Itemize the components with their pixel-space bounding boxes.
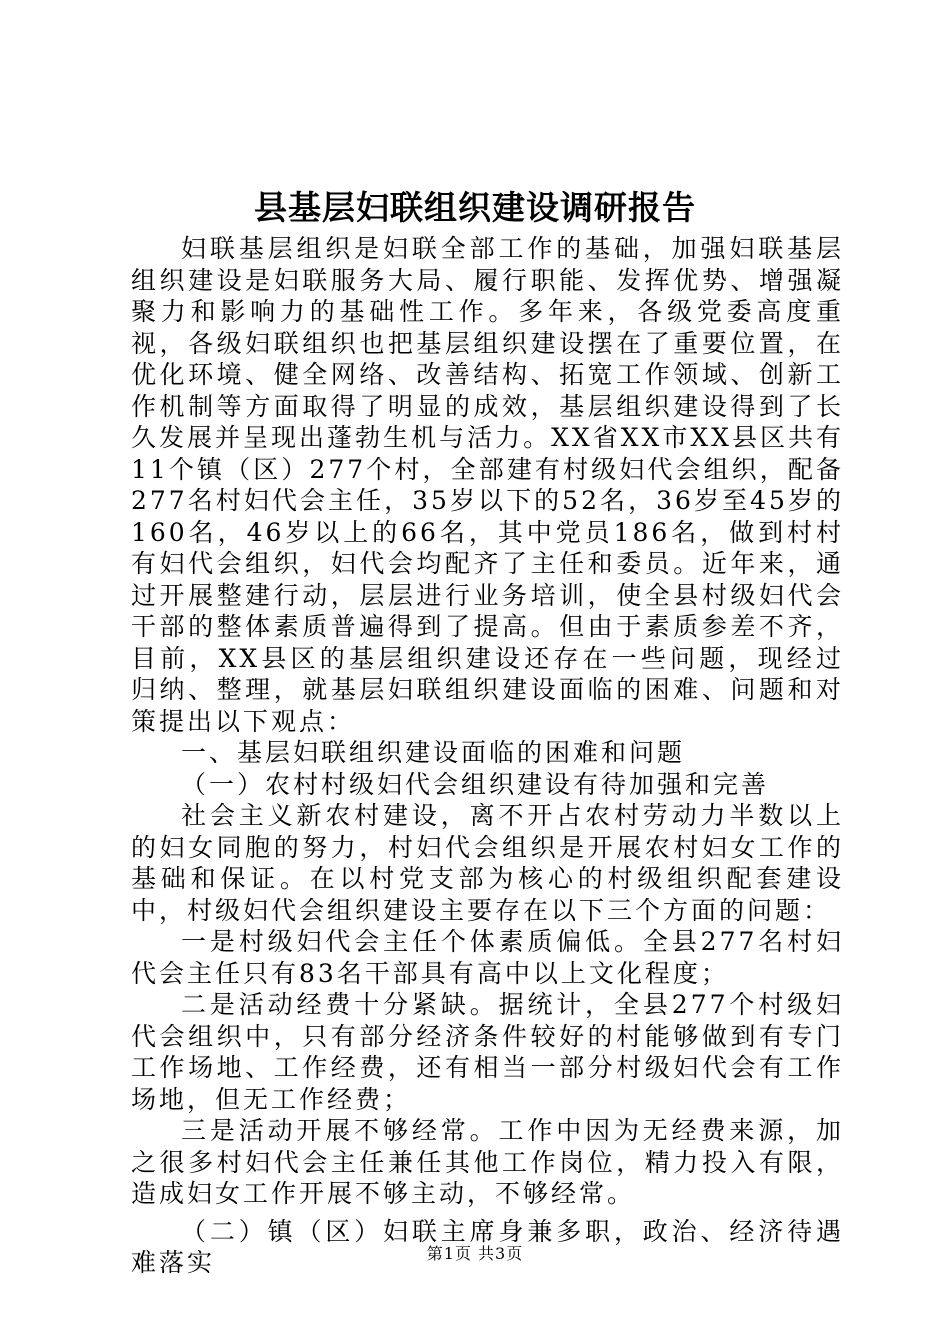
paragraph-village-organization: 社会主义新农村建设，离不开占农村劳动力半数以上的妇女同胞的努力，村妇代会组织是开展农村妇女工作的基础和保证。在以村党支部为核心的村级组织配套建设中，村级妇代会组织建设主要存在以下三个方面的问题： bbox=[131, 801, 844, 925]
subsection-heading-2: （二）镇（区）妇联主席身兼多职，政治、经济待遇难落实 bbox=[131, 1216, 844, 1277]
paragraph-issue-2: 二是活动经费十分紧缺。据统计，全县277个村级妇代会组织中，只有部分经济条件较好的村能够做到有专门工作场地、工作经费，还有相当一部分村级妇代会有工作场地，但无工作经费； bbox=[131, 990, 844, 1114]
paragraph-issue-3: 三是活动开展不够经常。工作中因为无经费来源，加之很多村妇代会主任兼任其他工作岗位，精力投入有限，造成妇女工作开展不够主动，不够经常。 bbox=[131, 1116, 844, 1208]
paragraph-issue-1: 一是村级妇代会主任个体素质偏低。全县277名村妇代会主任只有83名干部具有高中以上文化程度； bbox=[131, 927, 844, 988]
section-heading-1: 一、基层妇联组织建设面临的困难和问题 bbox=[181, 738, 686, 767]
document-body bbox=[131, 233, 844, 1279]
paragraph-intro: 妇联基层组织是妇联全部工作的基础，加强妇联基层组织建设是妇联服务大局、履行职能、发挥优势、增强凝聚力和影响力的基础性工作。多年来，各级党委高度重视，各级妇联组织也把基层组织建设摆在了重要位置，在优化环境、健全网络、改善结构、拓宽工作领域、创新工作机制等方面取得了明显的成效，基层组织建设得到了长久发展并呈现出蓬勃生机与活力。XX省XX市XX县区共有11个镇（区）277个村，全部建有村级妇代会组织，配备277名村妇代会主任，35岁以下的52名，36岁至45岁的160名，46岁以上的66名，其中党员186名，做到村村有妇代会组织，妇代会均配齐了主任和委员。近年来，通过开展整建行动，层层进行业务培训，使全县村级妇代会干部的整体素质普遍得到了提高。但由于素质参差不齐，目前，XX县区的基层组织建设还存在一些问题，现经过归纳、整理，就基层妇联组织建设面临的困难、问题和对策提出以下观点： bbox=[131, 234, 844, 736]
document-title: 县基层妇联组织建设调研报告 bbox=[254, 188, 696, 227]
page-footer: 第1页 共3页 bbox=[426, 1244, 524, 1263]
subsection-heading-1: （一）农村村级妇代会组织建设有待加强和完善 bbox=[181, 769, 770, 799]
